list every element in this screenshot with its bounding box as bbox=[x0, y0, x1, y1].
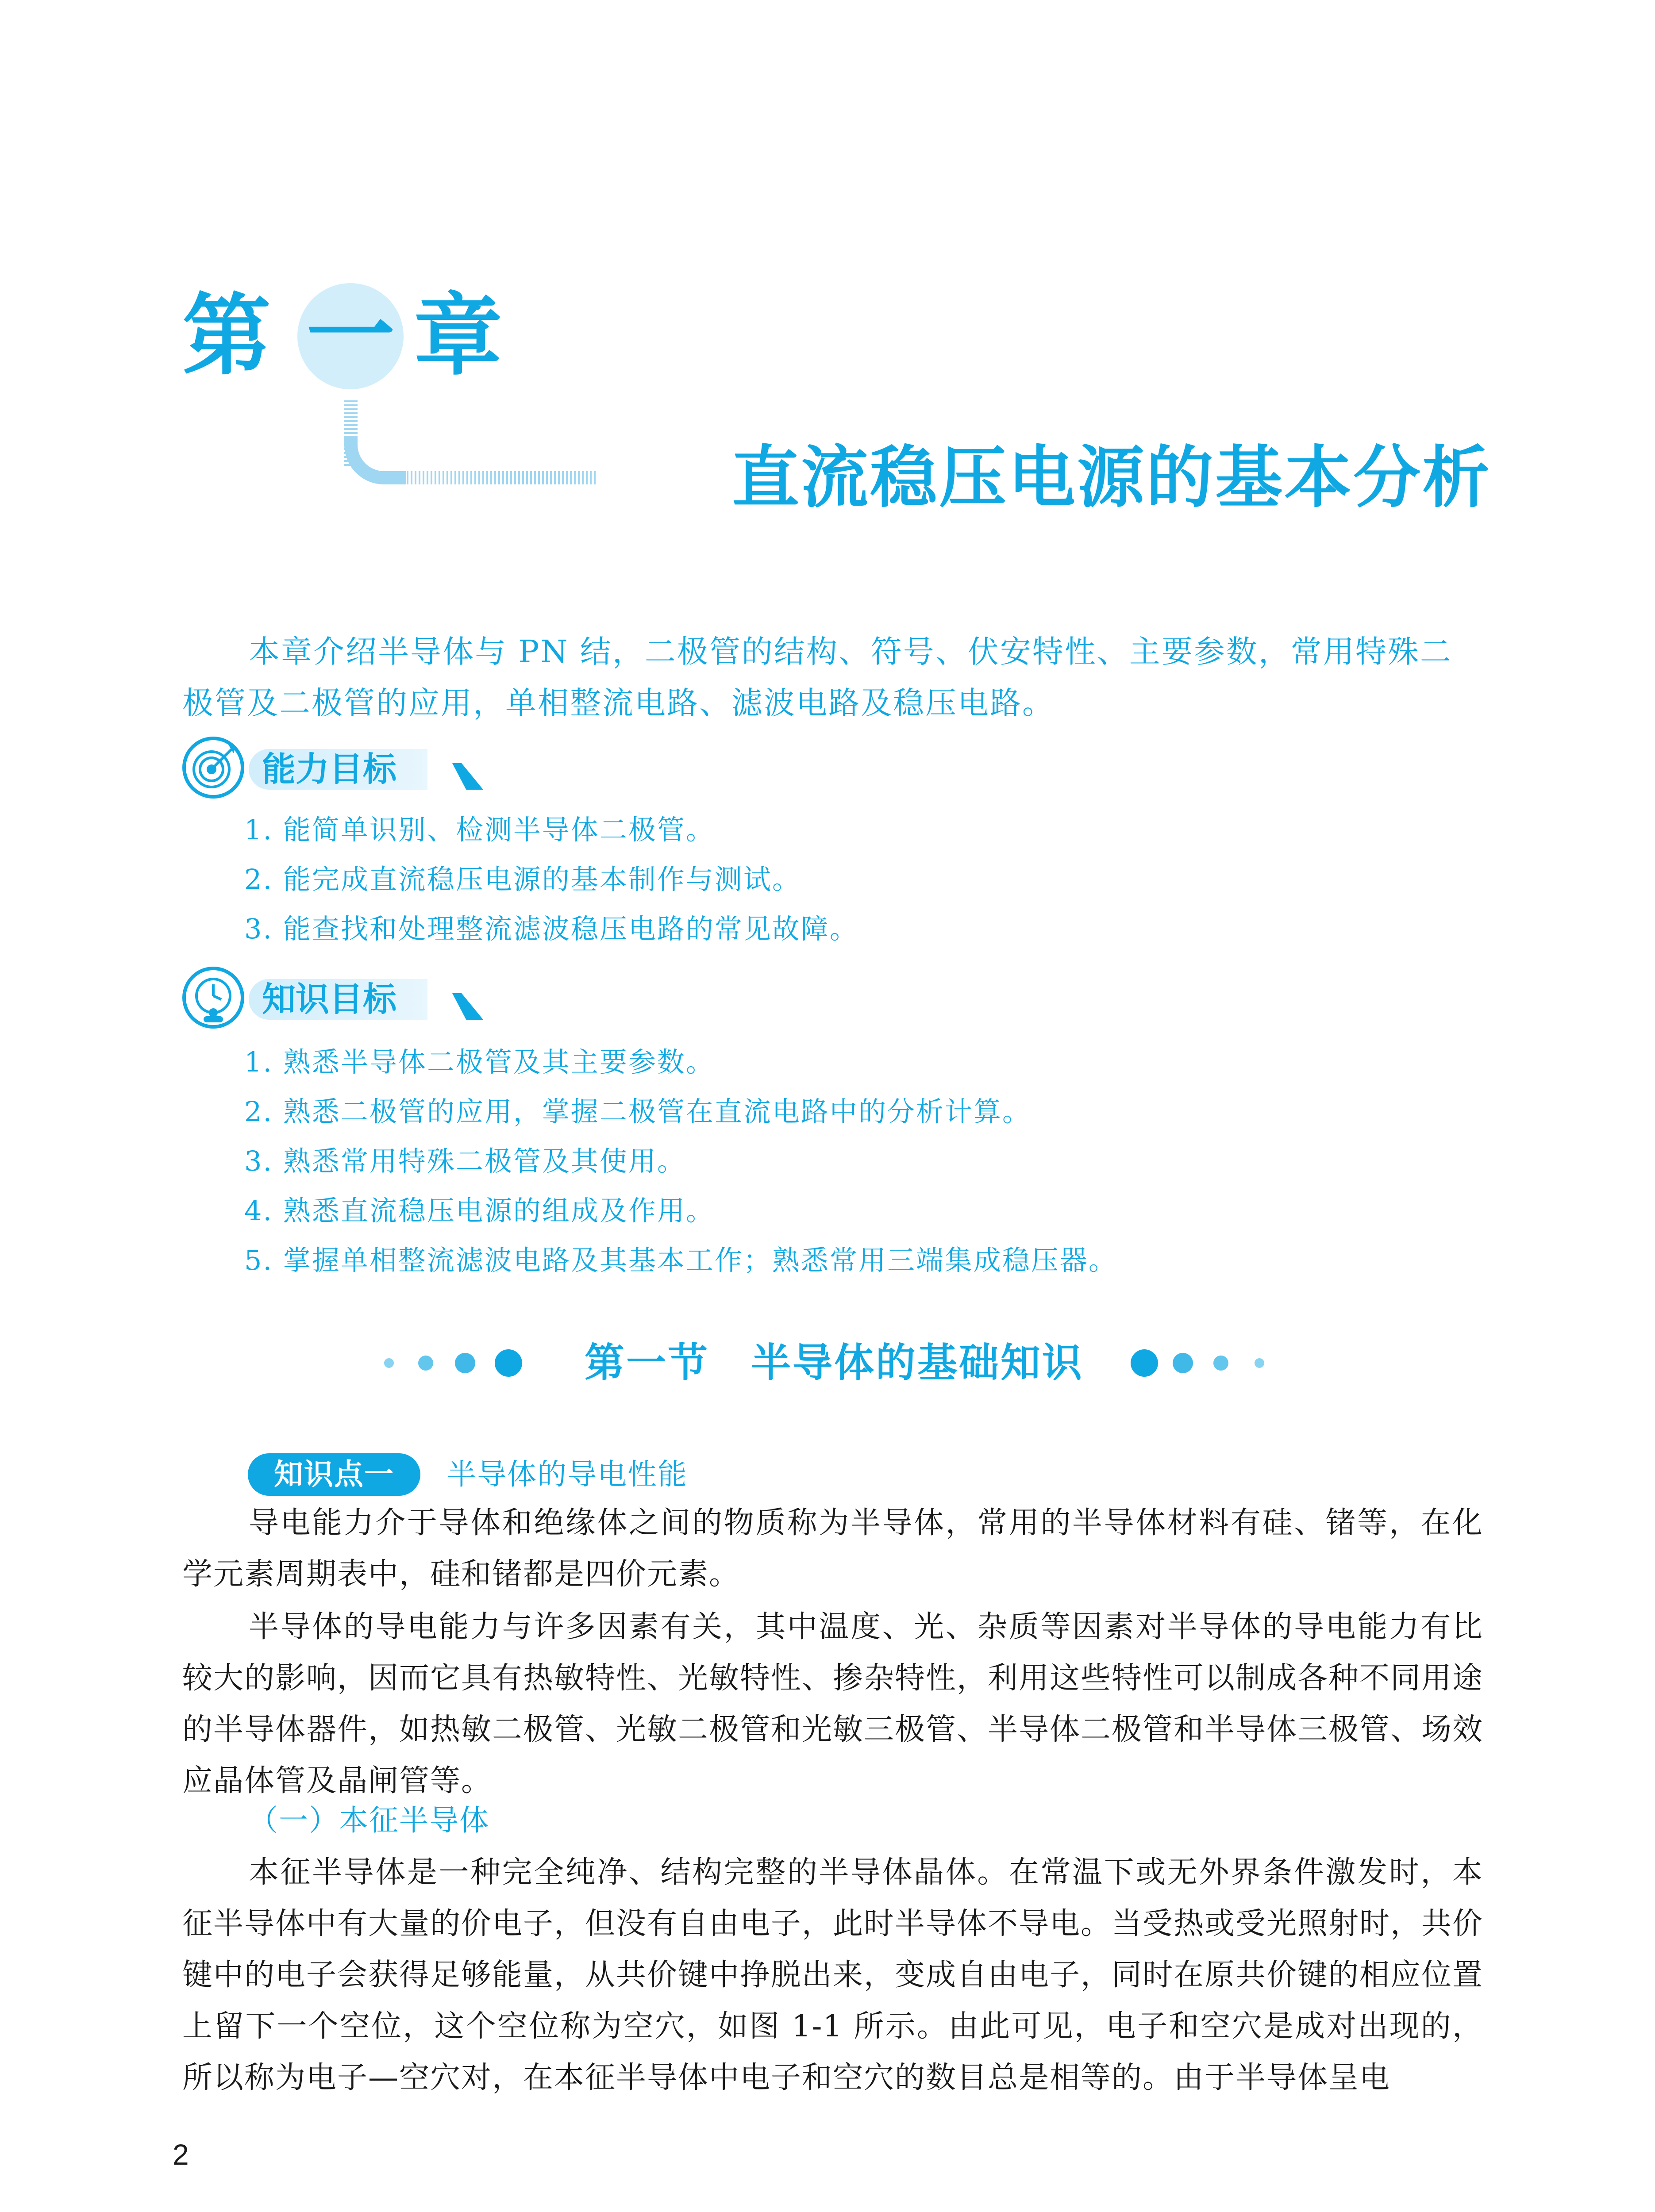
section-title: 第一节 半导体的基础知识 bbox=[585, 1339, 1084, 1386]
ability-goals-header bbox=[182, 737, 492, 799]
body-paragraph: 导电能力介于导体和绝缘体之间的物质称为半导体，常用的半导体材料有硅、锗等，在化学元素周期表中，硅和锗都是四价元素。 bbox=[182, 1505, 1483, 1592]
decorative-hook-horizontal bbox=[403, 471, 597, 484]
decorative-dot bbox=[1213, 1356, 1228, 1371]
ability-goal-item: 1. 能简单识别、检测半导体二极管。 bbox=[244, 814, 715, 846]
chapter-char-di: 第 bbox=[182, 284, 271, 388]
decorative-dot bbox=[418, 1356, 433, 1371]
decorative-dot bbox=[455, 1353, 475, 1373]
ability-goals-tab bbox=[249, 749, 427, 790]
chapter-char-yi: 一 bbox=[306, 284, 395, 388]
body-paragraph: 本征半导体是一种完全纯净、结构完整的半导体晶体。在常温下或无外界条件激发时，本征半导体中有大量的价电子，但没有自由电子，此时半导体不导电。当受热或受光照射时，共价键中的电子会获得足够能量，从共价键中挣脱出来，变成自由电子，同时在原共价键的相应位置上留下一个空位，这个空位称为空穴，如图 1-1 所示。由此可见，电子和空穴是成对出现的，所以称为电子—空穴对，在本征半导体中电子和空穴的数目总是相等的。由于半导体呈电 bbox=[182, 1855, 1484, 2095]
knowledge-goal-item: 5. 掌握单相整流滤波电路及其基本工作；熟悉常用三端集成稳压器。 bbox=[244, 1244, 1117, 1276]
knowledge-goals-header bbox=[182, 967, 492, 1029]
clock-person-icon bbox=[182, 967, 244, 1029]
knowledge-point-title: 半导体的导电性能 bbox=[447, 1457, 688, 1491]
tab-slash-decoration bbox=[452, 763, 483, 790]
decorative-dot bbox=[1131, 1349, 1158, 1377]
knowledge-goals-label: 知识目标 bbox=[262, 979, 396, 1019]
knowledge-goal-item: 4. 熟悉直流稳压电源的组成及作用。 bbox=[244, 1194, 715, 1227]
chapter-title: 直流稳压电源的基本分析 bbox=[732, 438, 1491, 517]
knowledge-goal-item: 2. 熟悉二极管的应用，掌握二极管在直流电路中的分析计算。 bbox=[244, 1095, 1031, 1128]
knowledge-goal-item: 3. 熟悉常用特殊二极管及其使用。 bbox=[244, 1145, 686, 1177]
ability-goals-label: 能力目标 bbox=[262, 749, 396, 789]
decorative-dot bbox=[384, 1358, 394, 1368]
chapter-intro: 本章介绍半导体与 PN 结，二极管的结构、符号、伏安特性、主要参数，常用特殊二极管及二极管的应用，单相整流电路、滤波电路及稳压电路。 bbox=[182, 634, 1452, 721]
ability-goal-item: 2. 能完成直流稳压电源的基本制作与测试。 bbox=[244, 863, 801, 895]
decorative-dot bbox=[1173, 1353, 1193, 1373]
ability-goal-item: 3. 能查找和处理整流滤波稳压电路的常见故障。 bbox=[244, 913, 858, 945]
decorative-dot bbox=[495, 1349, 522, 1377]
knowledge-point-label: 知识点一 bbox=[274, 1457, 394, 1491]
sub-heading: （一）本征半导体 bbox=[249, 1803, 489, 1837]
body-paragraph: 半导体的导电能力与许多因素有关，其中温度、光、杂质等因素对半导体的导电能力有比较大的影响，因而它具有热敏特性、光敏特性、掺杂特性，利用这些特性可以制成各种不同用途的半导体器件，如热敏二极管、光敏二极管和光敏三极管、半导体二极管和半导体三极管、场效应晶体管及晶闸管等。 bbox=[182, 1609, 1484, 1798]
knowledge-goal-item: 1. 熟悉半导体二极管及其主要参数。 bbox=[244, 1046, 715, 1078]
knowledge-goals-tab bbox=[249, 979, 427, 1020]
tab-slash-decoration bbox=[452, 993, 483, 1020]
decorative-hook-curve bbox=[344, 436, 406, 484]
target-icon bbox=[182, 737, 244, 799]
decorative-dot bbox=[1255, 1358, 1264, 1368]
chapter-char-zhang: 章 bbox=[414, 284, 503, 388]
page-number: 2 bbox=[173, 2138, 189, 2171]
